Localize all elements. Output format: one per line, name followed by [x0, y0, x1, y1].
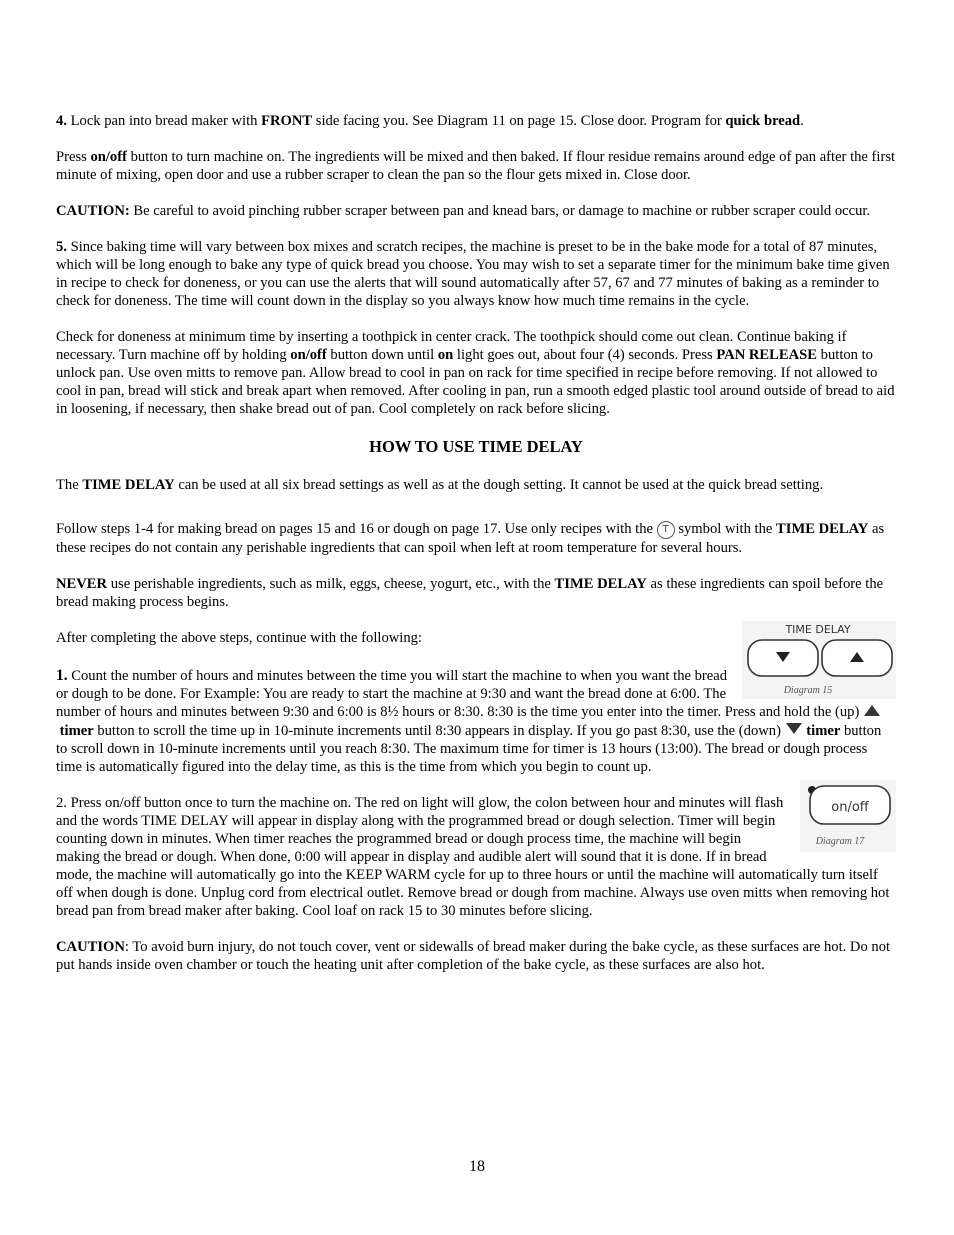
- page-content: [56, 112, 896, 992]
- onoff-button-diagram: [800, 780, 896, 852]
- caution-scraper: CAUTION: Be careful to avoid pinching rubber scraper between pan and knead bars, or damage to machine or rubber scraper could occur.: [56, 203, 871, 219]
- time-delay-buttons-diagram: [742, 621, 896, 699]
- up-arrow-icon: [863, 703, 881, 717]
- step-5: 5. Since baking time will vary between box mixes and scratch recipes, the machine is preset to be in the bake mode for a total of 87 minutes, which will be long enough to bake any type of quick bread you choose. You may wish to set a separate timer for the minimum bake time given in recipe to check for doneness, or you can use the alerts that will sound automatically after 57, 67 and 77 minutes of baking as a reminder to check for doneness. The time will count down in the display so you always know how much time remains in the cycle.: [56, 239, 890, 309]
- time-delay-step-1: 1. Count the number of hours and minutes between the time you will start the machine to when you want the bread or dough to be done. For Example: You are ready to start the machine at 9:30 and want the bread done at 6:00. The number of hours and minutes between 9:30 and 6:00 is 8½ hours or 8:30. 8:30 is the time you enter into the timer. Press and hold the (up) timer button to scroll the time up in 10-minute increments until 8:30 appears in display. If you go past 8:30, use the (down) timer button to scroll down in 10-minute increments until you reach 8:30. The maximum time for timer is 13 hours (13:00). The bread or dough process time is automatically figured into the delay time, as this is the time from which you begin to count up.: [56, 667, 882, 776]
- time-delay-intro: The TIME DELAY can be used at all six bread settings as well as at the dough setting. It cannot be used at the quick bread setting.: [56, 477, 824, 493]
- step-4: 4. Lock pan into bread maker with FRONT side facing you. See Diagram 11 on page 15. Close door. Program for quick bread.: [56, 113, 804, 129]
- page-number: 18: [469, 1158, 485, 1175]
- diagram-title: TIME DELAY: [785, 623, 851, 636]
- down-arrow-icon: [785, 722, 803, 736]
- time-delay-symbol-icon: T: [657, 521, 675, 539]
- caution-burn: CAUTION: To avoid burn injury, do not touch cover, vent or sidewalls of bread maker during the bake cycle, as these surfaces are hot. Do not put hands inside oven chamber or touch the heating unit after completion of the bake cycle, as these surfaces are also hot.: [56, 939, 891, 974]
- step-number: 1.: [56, 667, 68, 684]
- time-delay-step-2: 2. Press on/off button once to turn the machine on. The red on light will glow, the colon between hour and minutes will flash and the words TIME DELAY will appear in display along with the programmed bread or dough selection. Timer will begin counting down in minutes. When timer reaches the programmed bread or dough process time, the machine will begin making the bread or dough. When done, 0:00 will appear in display and audible alert will sound that it is done. If in bread mode, the machine will automatically go into the KEEP WARM cycle for up to three hours or until the machine will automatically turn itself off when dough is done. Unplug cord from electrical outlet. Remove bread or dough from machine. Always use oven mitts when removing hot bread pan from bread maker after baking. Cool loaf on rack 15 to 30 minutes before slicing.: [56, 795, 890, 920]
- never-paragraph: NEVER use perishable ingredients, such as milk, eggs, cheese, yogurt, etc., with the TIME DELAY as these ingredients can spoil before the bread making process begins.: [56, 576, 884, 610]
- doneness-paragraph: Check for doneness at minimum time by inserting a toothpick in center crack. The toothpick should come out clean. Continue baking if necessary. Turn machine off by holding on/off button down until on light goes out, about four (4) seconds. Press PAN RELEASE button to unlock pan. Use oven mitts to remove pan. Allow bread to cool in pan on rack for time specified in recipe before removing. If not allowed to cool in pan, bread will stick and break apart when removed. After cooling in pan, run a smooth edged plastic tool around outside of bread to aid in loosening, if necessary, then shake bread out of pan. Cool completely on rack before slicing.: [56, 329, 895, 417]
- onoff-button-label: on/off: [831, 800, 869, 816]
- follow-steps-paragraph: Follow steps 1-4 for making bread on pages 15 and 16 or dough on page 17. Use only recipes with the T symbol with the TIME DELAY as these recipes do not contain any perishable ingredients that can spoil when left at room temperature for several hours.: [56, 521, 885, 556]
- press-onoff-paragraph: Press on/off button to turn machine on. The ingredients will be mixed and then baked. If flour residue remains around edge of pan after the first minute of mixing, open door and use a rubber scraper to clean the pan so the flour gets mixed in. Close door.: [56, 149, 896, 183]
- after-completing-paragraph: After completing the above steps, continue with the following:: [56, 630, 422, 646]
- diagram-17: [800, 780, 896, 852]
- step-number: 4.: [56, 113, 67, 129]
- diagram-caption: Diagram 15: [783, 685, 833, 696]
- step-number: 5.: [56, 239, 67, 255]
- diagram-caption: Diagram 17: [815, 836, 865, 848]
- diagram-15: [742, 621, 896, 699]
- section-heading: HOW TO USE TIME DELAY: [369, 437, 583, 456]
